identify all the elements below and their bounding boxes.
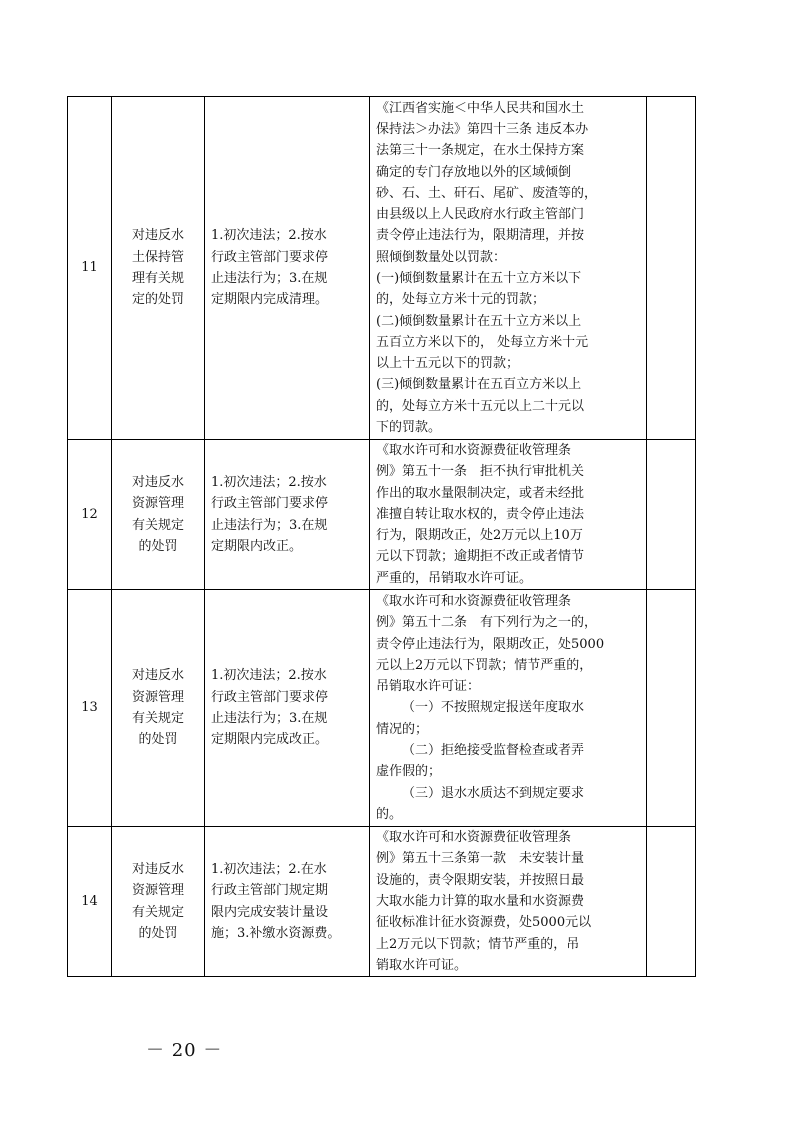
legal-basis-line: 行为，限期改正，处2万元以上10万 — [376, 528, 583, 544]
legal-basis-cell — [370, 590, 647, 827]
discretion-standard-cell — [205, 590, 370, 827]
penalty-item-cell-line: 对违反水 — [131, 668, 184, 684]
legal-basis-line: 征收标准计征水资源费，处5000元以 — [376, 915, 592, 931]
legal-basis-line: 的，处每立方米十五元以上二十元以 — [376, 398, 585, 414]
table-body — [68, 97, 696, 977]
legal-basis-line: 作出的取水量限制决定，或者未经批 — [376, 485, 585, 501]
legal-basis-line: 责令停止违法行为，限期清理，并按 — [376, 228, 585, 244]
table-row — [68, 827, 696, 977]
discretion-standard-cell-line: 定期限内完成改正。 — [211, 732, 329, 748]
discretion-standard-cell — [205, 827, 370, 977]
discretion-standard-cell — [205, 97, 370, 440]
legal-basis-line: 下的罚款。 — [376, 420, 442, 436]
discretion-standard-cell-line: 1.初次违法；2.按水 — [211, 474, 327, 490]
legal-basis-line: 吊销取水许可证： — [376, 679, 481, 695]
page-number: － 20 － — [146, 1040, 223, 1061]
discretion-standard-cell-line: 行政主管部门规定期 — [211, 883, 329, 899]
row-number: 12 — [68, 440, 112, 590]
penalty-item-cell — [112, 827, 205, 977]
legal-basis-line: 元以下罚款；逾期拒不改正或者情节 — [376, 549, 585, 565]
legal-basis-line: 砂、石、土、矸石、尾矿、废渣等的， — [376, 185, 598, 201]
penalty-item-cell-line: 的处罚 — [138, 538, 178, 554]
remark-cell — [647, 827, 696, 977]
discretion-standard-cell-line: 行政主管部门要求停 — [211, 689, 329, 705]
legal-basis-line: 《取水许可和水资源费征收管理条 — [376, 443, 572, 458]
row-number: 11 — [68, 97, 112, 440]
legal-basis-cell — [370, 440, 647, 590]
penalty-item-cell-line: 对违反水 — [131, 228, 184, 244]
legal-basis-line: (二)倾倒数量累计在五十立方米以上 — [376, 313, 582, 329]
legal-basis-line: 保持法＞办法》第四十三条 违反本办 — [376, 121, 589, 137]
penalty-item-cell-line: 有关规定 — [131, 517, 184, 533]
row-number: 13 — [68, 590, 112, 827]
legal-basis-line: 责令停止违法行为，限期改正，处5000 — [376, 636, 605, 652]
legal-basis-line: 准擅自转让取水权的，责令停止违法 — [376, 506, 585, 522]
discretion-standard-cell-line: 行政主管部门要求停 — [211, 496, 329, 512]
penalty-item-cell-line: 有关规定 — [131, 711, 184, 727]
legal-basis-line: 上2万元以下罚款；情节严重的，吊 — [376, 936, 580, 952]
legal-basis-line: 《取水许可和水资源费征收管理条 — [376, 830, 572, 846]
discretion-standard-cell-line: 定期限内完成清理。 — [211, 292, 329, 308]
legal-basis-line: 例》第五十一条 拒不执行审批机关 — [376, 464, 585, 480]
legal-basis-line: 法第三十一条规定，在水土保持方案 — [376, 143, 585, 159]
discretion-standard-cell-line: 限内完成安装计量设 — [211, 904, 329, 920]
penalty-item-cell — [112, 440, 205, 590]
remark-cell — [647, 590, 696, 827]
discretion-standard-cell-line: 止违法行为；3.在规 — [211, 711, 328, 727]
penalty-item-cell-line: 对违反水 — [131, 474, 184, 490]
penalty-item-cell-line: 的处罚 — [138, 732, 178, 748]
legal-basis-line: 虚作假的； — [376, 764, 442, 780]
penalty-item-cell-line: 资源管理 — [131, 496, 184, 512]
legal-basis-line: 元以上2万元以下罚款；情节严重的， — [376, 657, 593, 673]
legal-basis-line: 由县级以上人民政府水行政主管部门 — [376, 207, 585, 223]
penalty-item-cell-line: 定的处罚 — [131, 292, 184, 308]
legal-basis-cell — [370, 827, 647, 977]
legal-basis-line: （二）拒绝接受监督检查或者弄 — [402, 743, 585, 759]
legal-basis-line: 《取水许可和水资源费征收管理条 — [376, 593, 572, 609]
legal-basis-line: 的。 — [376, 806, 403, 822]
legal-basis-line: 以上十五元以下的罚款； — [376, 356, 520, 372]
discretion-standard-cell — [205, 440, 370, 590]
discretion-standard-cell-line: 定期限内改正。 — [211, 538, 303, 554]
penalty-item-cell — [112, 590, 205, 827]
legal-basis-line: 例》第五十二条 有下列行为之一的， — [376, 615, 598, 631]
legal-basis-cell — [370, 97, 647, 440]
legal-basis-line: （三）退水水质达不到规定要求 — [402, 785, 585, 801]
legal-basis-line: (一)倾倒数量累计在五十立方米以下 — [376, 271, 582, 286]
penalty-item-cell-line: 资源管理 — [131, 689, 184, 705]
discretion-standard-cell-line: 止违法行为；3.在规 — [211, 271, 328, 286]
penalty-item-cell-line: 土保持管 — [131, 249, 184, 265]
legal-basis-line: （一）不按照规定报送年度取水 — [402, 700, 585, 716]
table-row — [68, 590, 696, 827]
discretion-standard-cell-line: 1.初次违法；2.在水 — [211, 862, 327, 878]
penalty-item-cell-line: 理有关规 — [131, 271, 184, 286]
discretion-standard-cell-line: 施；3.补缴水资源费。 — [211, 925, 341, 941]
penalty-item-cell-line: 对违反水 — [131, 862, 184, 878]
legal-basis-line: 例》第五十三条第一款 未安装计量 — [376, 851, 585, 867]
remark-cell — [647, 97, 696, 440]
penalty-table — [67, 96, 696, 977]
discretion-standard-cell-line: 1.初次违法；2.按水 — [211, 668, 327, 684]
discretion-standard-cell-line: 止违法行为；3.在规 — [211, 517, 328, 533]
legal-basis-line: 《江西省实施＜中华人民共和国水土 — [376, 100, 585, 116]
legal-basis-line: 的，处每立方米十元的罚款； — [376, 292, 546, 308]
legal-basis-line: 大取水能力计算的取水量和水资源费 — [376, 893, 585, 909]
penalty-item-cell-line: 有关规定 — [131, 904, 184, 920]
legal-basis-line: 确定的专门存放地以外的区域倾倒 — [376, 164, 572, 180]
legal-basis-line: (三)倾倒数量累计在五百立方米以上 — [376, 377, 582, 393]
row-number: 14 — [68, 827, 112, 977]
legal-basis-line: 设施的，责令限期安装，并按照日最 — [376, 872, 585, 888]
legal-basis-line: 销取水许可证。 — [376, 957, 468, 973]
penalty-item-cell-line: 的处罚 — [138, 925, 178, 941]
legal-basis-line: 五百立方米以下的， 处每立方米十元 — [376, 334, 589, 350]
penalty-item-cell-line: 资源管理 — [131, 883, 184, 899]
discretion-standard-cell-line: 1.初次违法；2.按水 — [211, 228, 327, 244]
table-row — [68, 97, 696, 440]
table-row — [68, 440, 696, 590]
discretion-standard-cell-line: 行政主管部门要求停 — [211, 249, 329, 265]
legal-basis-line: 严重的，吊销取水许可证。 — [376, 570, 533, 586]
penalty-item-cell — [112, 97, 205, 440]
remark-cell — [647, 440, 696, 590]
legal-basis-line: 照倾倒数量处以罚款： — [376, 249, 507, 265]
legal-basis-line: 情况的； — [376, 721, 429, 737]
